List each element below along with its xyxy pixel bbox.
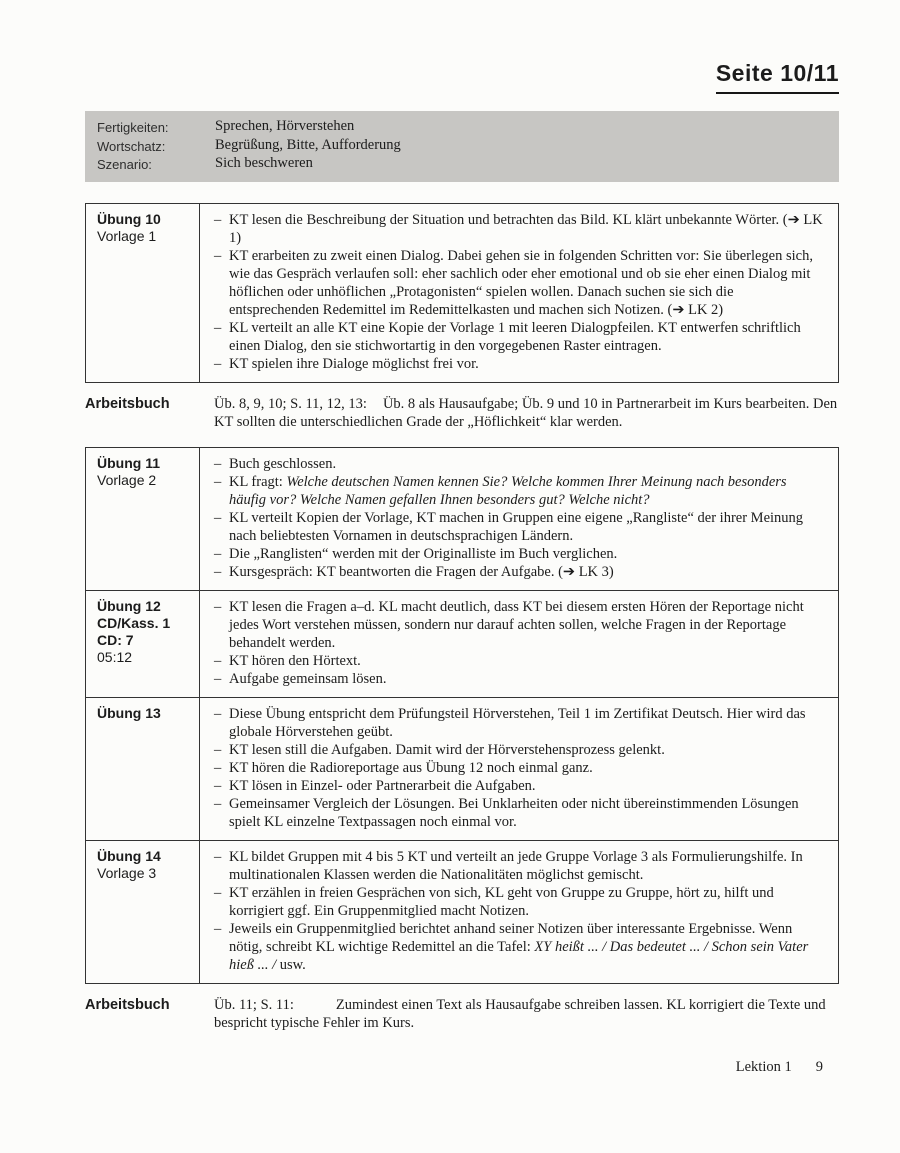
exercise-row bbox=[86, 448, 838, 590]
bullet-dash: – bbox=[214, 759, 222, 776]
bullet-item bbox=[214, 670, 826, 688]
exercise-label-line: Vorlage 3 bbox=[97, 864, 157, 881]
summary-row bbox=[97, 118, 827, 137]
bullet-item bbox=[214, 545, 826, 563]
text-run: KT hören die Radioreportage aus Übung 12 noch einmal ganz. bbox=[229, 759, 593, 776]
exercise-content-cell bbox=[200, 698, 838, 840]
bullet-item bbox=[214, 741, 826, 759]
summary-box bbox=[85, 111, 839, 182]
text-run: Kursgespräch: KT beantworten die Fragen der Aufgabe. (➔ LK 3) bbox=[229, 563, 614, 580]
summary-row-value: Sprechen, Hörverstehen bbox=[215, 118, 355, 134]
arbeitsbuch-block-1 bbox=[85, 395, 839, 432]
text-run: Buch geschlossen. bbox=[229, 455, 337, 472]
exercise-row bbox=[86, 204, 838, 382]
exercise-label-line: Vorlage 1 bbox=[97, 227, 157, 244]
exercise-label-line: Übung 11 bbox=[97, 454, 161, 471]
bullet-text bbox=[229, 884, 826, 920]
bullet-item bbox=[214, 705, 826, 741]
summary-row-value: Sich beschweren bbox=[215, 155, 313, 171]
bullet-text bbox=[229, 652, 826, 670]
summary-row-label: Fertigkeiten: bbox=[97, 120, 169, 135]
bullet-text bbox=[229, 247, 826, 319]
footer-lektion: Lektion 1 bbox=[735, 1058, 792, 1075]
bullet-item bbox=[214, 563, 826, 581]
text-run: KT hören den Hörtext. bbox=[229, 652, 361, 669]
exercise-row bbox=[86, 590, 838, 697]
exercise-table-2 bbox=[85, 447, 839, 984]
exercise-label-line: Übung 10 bbox=[97, 210, 161, 227]
bullet-dash: – bbox=[214, 652, 222, 669]
bullet-text bbox=[229, 795, 826, 831]
arbeitsbuch-block-2 bbox=[85, 996, 839, 1033]
exercise-content-cell bbox=[200, 591, 838, 697]
exercise-label-cell bbox=[86, 698, 200, 840]
bullet-dash: – bbox=[214, 563, 222, 580]
exercise-label-cell bbox=[86, 841, 200, 983]
bullet-dash: – bbox=[214, 211, 222, 228]
text-run: KT erzählen in freien Gesprächen von sich, KL geht von Gruppe zu Gruppe, hört zu, hilft und korrigiert ggf. Ein Gruppenmitglied macht Notizen. bbox=[229, 884, 774, 919]
text-run: KT erarbeiten zu zweit einen Dialog. Dabei gehen sie in folgenden Schritten vor: Sie überlegen sich, wie das Gespräch verlaufen soll: eher sachlich oder eher emotional und ob sie eher einen Dialog mit höflichen oder unhöflichen „Protagonisten“ spielen wollen. Danach suchen sie sich die entsprechenden Redemittel im Redemittelkasten und machen sich Notizen. (➔ LK 2) bbox=[229, 247, 813, 318]
arbeitsbuch-ref: Üb. 8, 9, 10; S. 11, 12, 13: bbox=[214, 395, 367, 412]
exercise-content-cell bbox=[200, 204, 838, 382]
bullet-dash: – bbox=[214, 473, 222, 490]
text-run: KT lösen in Einzel- oder Partnerarbeit die Aufgaben. bbox=[229, 777, 536, 794]
bullet-text bbox=[229, 545, 826, 563]
bullet-dash: – bbox=[214, 741, 222, 758]
bullet-item bbox=[214, 211, 826, 247]
bullet-dash: – bbox=[214, 920, 222, 937]
page-footer bbox=[85, 1059, 839, 1076]
arbeitsbuch-label: Arbeitsbuch bbox=[85, 395, 170, 412]
bullet-dash: – bbox=[214, 355, 222, 372]
arbeitsbuch-note: Üb. 8 als Hausaufgabe; Üb. 9 und 10 in Partnerarbeit im Kurs bearbeiten. Den KT sollten die unterschiedlichen Grade der „Höflichkeit“ klar werden. bbox=[214, 395, 838, 430]
text-run: KL bildet Gruppen mit 4 bis 5 KT und verteilt an jede Gruppe Vorlage 3 als Formulierungshilfe. In multinationalen Klassen werden die Nationalitäten möglichst gemischt. bbox=[229, 848, 803, 883]
bullet-text bbox=[229, 563, 826, 581]
exercise-row bbox=[86, 840, 838, 983]
text-run: KT spielen ihre Dialoge möglichst frei vor. bbox=[229, 355, 479, 372]
text-run: Welche deutschen Namen kennen Sie? Welche kommen Ihrer Meinung nach besonders häufig vor? Welche Namen gefallen Ihnen besonders gut? Welche nicht? bbox=[229, 473, 787, 508]
text-run: Die „Ranglisten“ werden mit der Originalliste im Buch verglichen. bbox=[229, 545, 618, 562]
arbeitsbuch-note: Zumindest einen Text als Hausaufgabe schreiben lassen. KL korrigiert die Texte und bespricht typische Fehler im Kurs. bbox=[214, 996, 826, 1031]
exercise-label-line: Übung 14 bbox=[97, 847, 161, 864]
bullet-text bbox=[229, 598, 826, 652]
bullet-item bbox=[214, 652, 826, 670]
bullet-text bbox=[229, 777, 826, 795]
exercise-label-cell bbox=[86, 591, 200, 697]
bullet-text bbox=[229, 759, 826, 777]
text-run: Diese Übung entspricht dem Prüfungsteil Hörverstehen, Teil 1 im Zertifikat Deutsch. Hier wird das globale Hörverstehen geübt. bbox=[229, 705, 806, 740]
bullet-dash: – bbox=[214, 848, 222, 865]
arbeitsbuch-ref: Üb. 11; S. 11: bbox=[214, 996, 294, 1013]
exercise-label-line: Vorlage 2 bbox=[97, 471, 157, 488]
bullet-text bbox=[229, 509, 826, 545]
bullet-text bbox=[229, 920, 826, 974]
page-header-text: Seite 10/11 bbox=[716, 60, 839, 94]
text-run: KT lesen die Beschreibung der Situation und betrachten das Bild. KL klärt unbekannte Wörter. (➔ LK 1) bbox=[229, 211, 823, 246]
exercise-row bbox=[86, 697, 838, 840]
arbeitsbuch-body bbox=[214, 395, 839, 432]
summary-row-value: Begrüßung, Bitte, Aufforderung bbox=[215, 136, 401, 153]
exercise-label-cell bbox=[86, 448, 200, 590]
bullet-text bbox=[229, 741, 826, 759]
exercise-label-line: CD/Kass. 1 bbox=[97, 614, 171, 631]
bullet-dash: – bbox=[214, 670, 222, 687]
text-run: Aufgabe gemeinsam lösen. bbox=[229, 670, 387, 687]
bullet-item bbox=[214, 355, 826, 373]
summary-row bbox=[97, 137, 827, 156]
summary-row bbox=[97, 155, 827, 174]
bullet-item bbox=[214, 319, 826, 355]
bullet-item bbox=[214, 247, 826, 319]
exercise-content-cell bbox=[200, 841, 838, 983]
bullet-item bbox=[214, 920, 826, 974]
bullet-item bbox=[214, 473, 826, 509]
bullet-dash: – bbox=[214, 455, 222, 472]
bullet-item bbox=[214, 455, 826, 473]
arbeitsbuch-body bbox=[214, 996, 839, 1033]
bullet-item bbox=[214, 598, 826, 652]
text-run: KL verteilt an alle KT eine Kopie der Vorlage 1 mit leeren Dialogpfeilen. KT entwerfen schriftlich einen Dialog, den sie stichwortartig in den vorgegebenen Raster eintragen. bbox=[229, 319, 801, 354]
text-run: XY heißt ... / Das bedeutet ... / Schon sein Vater hieß ... / bbox=[229, 938, 809, 973]
page-header bbox=[85, 60, 839, 94]
bullet-dash: – bbox=[214, 247, 222, 264]
bullet-text bbox=[229, 211, 826, 247]
bullet-text bbox=[229, 355, 826, 373]
bullet-dash: – bbox=[214, 705, 222, 722]
text-run: KL fragt: bbox=[229, 473, 287, 490]
bullet-item bbox=[214, 848, 826, 884]
bullet-text bbox=[229, 473, 826, 509]
bullet-dash: – bbox=[214, 509, 222, 526]
bullet-dash: – bbox=[214, 545, 222, 562]
bullet-item bbox=[214, 884, 826, 920]
text-run: Gemeinsamer Vergleich der Lösungen. Bei Unklarheiten oder nicht übereinstimmenden Lösungen spielt KL einzelne Textpassagen noch einmal vor. bbox=[229, 795, 799, 830]
text-run: KT lesen die Fragen a–d. KL macht deutlich, dass KT bei diesem ersten Hören der Reportage nicht jedes Wort verstehen müssen, sondern nur darauf achten sollen, welche Fragen in der Reportage behandelt werden. bbox=[229, 598, 804, 651]
summary-row-label: Wortschatz: bbox=[97, 138, 166, 154]
document-page bbox=[85, 0, 839, 1076]
footer-page-number: 9 bbox=[815, 1058, 823, 1075]
bullet-text bbox=[229, 319, 826, 355]
text-run: Jeweils ein Gruppenmitglied berichtet anhand seiner Notizen über interessante Ergebnisse. Wenn nötig, schreibt KL wichtige Redemittel an die Tafel: bbox=[229, 920, 793, 955]
bullet-text bbox=[229, 455, 826, 473]
arbeitsbuch-label: Arbeitsbuch bbox=[85, 996, 170, 1013]
text-run: usw. bbox=[276, 956, 306, 973]
summary-row-label: Szenario: bbox=[97, 157, 152, 172]
exercise-label-line: Übung 12 bbox=[97, 597, 161, 614]
bullet-dash: – bbox=[214, 598, 222, 615]
exercise-label-line: 05:12 bbox=[97, 648, 133, 665]
bullet-text bbox=[229, 848, 826, 884]
bullet-dash: – bbox=[214, 319, 222, 336]
exercise-label-line: CD: 7 bbox=[97, 631, 134, 648]
bullet-dash: – bbox=[214, 795, 222, 812]
text-run: KL verteilt Kopien der Vorlage, KT machen in Gruppen eine eigene „Rangliste“ der ihrer Meinung nach beliebtesten Vornamen in deutschsprachigen Ländern. bbox=[229, 509, 804, 544]
exercise-label-line: Übung 13 bbox=[97, 704, 161, 721]
bullet-item bbox=[214, 795, 826, 831]
text-run: KT lesen still die Aufgaben. Damit wird der Hörverstehensprozess gelenkt. bbox=[229, 741, 665, 758]
exercise-content-cell bbox=[200, 448, 838, 590]
exercise-table-1 bbox=[85, 203, 839, 383]
bullet-dash: – bbox=[214, 884, 222, 901]
bullet-text bbox=[229, 670, 826, 688]
exercise-label-cell bbox=[86, 204, 200, 382]
bullet-text bbox=[229, 705, 826, 741]
bullet-item bbox=[214, 509, 826, 545]
bullet-item bbox=[214, 759, 826, 777]
bullet-dash: – bbox=[214, 777, 222, 794]
bullet-item bbox=[214, 777, 826, 795]
